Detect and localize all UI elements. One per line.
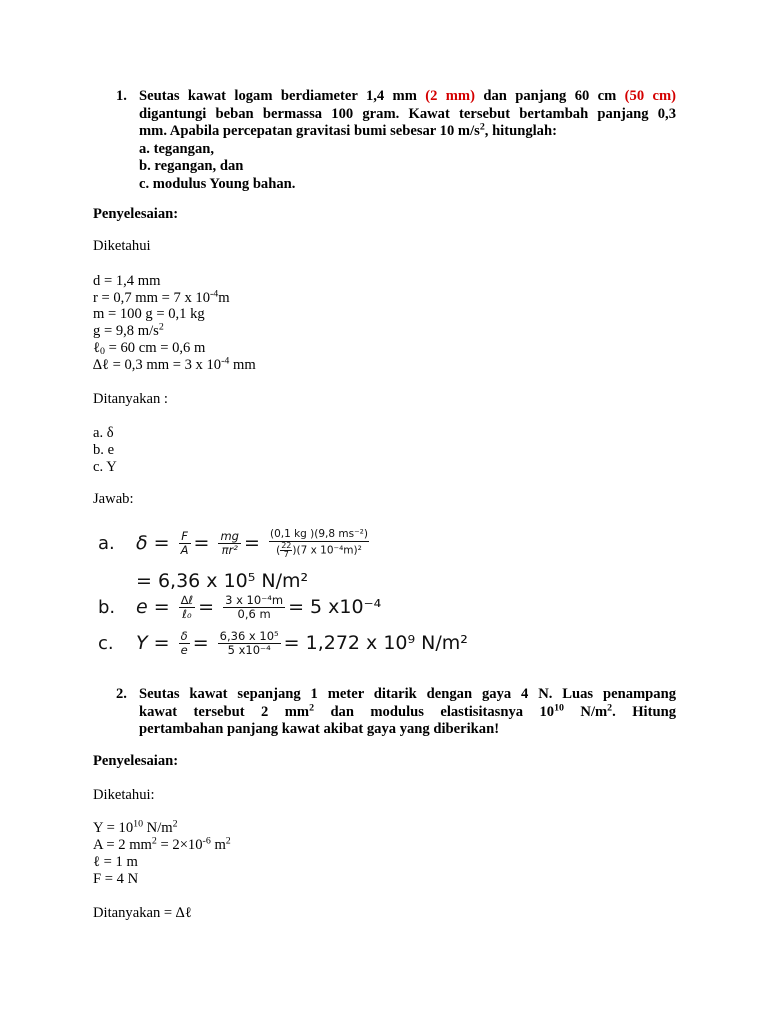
equation-b: b. e = $\frac{\text{∆ℓ}}{\text{ℓ₀}}$ = $\frac{\text{3 x 10⁻⁴m}}{0,6 m}$ = 5 x10⁻⁴ [98, 593, 382, 621]
question-number: 1. [116, 88, 127, 104]
known-l: ℓ = 1 m [93, 854, 138, 870]
fraction: $\frac{\text{∆ℓ}}{\text{ℓ₀}}$ [180, 593, 194, 621]
known-m: m = 100 g = 0,1 kg [93, 306, 205, 322]
solution-heading: Penyelesaian: [93, 206, 179, 222]
asked-item: c. Y [93, 459, 117, 475]
fraction: $\frac{22}{7}$ [281, 541, 292, 559]
known-d: d = 1,4 mm [93, 273, 161, 289]
asked-item: b. e [93, 442, 115, 458]
known-l0: ℓ$_0$ = 60 cm = 0,6 m [93, 340, 206, 357]
known-dl: ∆ℓ = 0,3 mm = 3 x $10^{-4}$ mm [93, 355, 256, 373]
question-line: kawat tersebut 2 $mm^2$ dan modulus elastisitasnya $10^{10}$ $N/m^2$. Hitung [139, 702, 676, 720]
fraction: $\frac{\delta}{e}$ [180, 629, 188, 657]
known-label: Diketahui [93, 238, 151, 254]
fraction: $\frac{mg}{\text{πr²}}$ [220, 529, 239, 557]
question-line: Seutas kawat sepanjang 1 meter ditarik dengan gaya 4 N. Luas penampang [139, 686, 676, 702]
question-line: digantungi beban bermassa 100 gram. Kawat tersebut bertambah panjang 0,3 [139, 105, 676, 122]
known-f: F = 4 N [93, 871, 139, 887]
question-item: c. modulus Young bahan. [139, 175, 296, 192]
correction-note: (50 cm) [624, 88, 676, 104]
known-r: r = 0,7 mm = 7 x $10^{-4}m$ [93, 288, 230, 306]
question-item: a. tegangan, [139, 140, 214, 157]
known-y: $Y = 10^{10}$ $N/m^2$ [93, 818, 178, 836]
equation-a: a. δ = $\frac{F}{A}$ = $\frac{mg}{\text{πr²}}$ = (0,1 kg )(9,8 ms⁻²) ( $\frac{22}{7}$ )(7 x 10⁻⁴m)² [98, 528, 368, 559]
fraction: (0,1 kg )(9,8 ms⁻²) ( $\frac{22}{7}$ )(7 x 10⁻⁴m)² [269, 528, 368, 559]
fraction: $\frac{\text{6,36 x 10⁵}}{\text{5 x10⁻⁴}}$ [219, 629, 279, 657]
question-2 [116, 686, 676, 739]
question-number: 2. [116, 686, 127, 702]
worked-solution-image [98, 522, 468, 668]
equation-c: c. Y = $\frac{\delta}{e}$ = $\frac{\text{6,36 x 10⁵}}{\text{5 x10⁻⁴}}$ = 1,272 x 10⁹ N/m² [98, 629, 468, 657]
asked-item: a. δ [93, 425, 114, 441]
correction-note: (2 mm) [425, 88, 475, 104]
fraction: $\frac{\text{3 x 10⁻⁴m}}{0,6 m}$ [225, 593, 284, 621]
known-g: g = 9,8 $m/s^2$ [93, 321, 164, 339]
solution-heading: Penyelesaian: [93, 753, 179, 769]
asked-label: Ditanyakan = ∆ℓ [93, 905, 192, 921]
question-line: pertambahan panjang kawat akibat gaya yang diberikan! [139, 721, 500, 738]
question-line: Seutas kawat logam berdiameter 1,4 mm (2 mm) dan panjang 60 cm (50 cm) [139, 88, 676, 104]
equation-a-result: = 6,36 x 10⁵ N/m² [136, 570, 309, 592]
question-item: b. regangan, dan [139, 158, 244, 175]
known-a: A = 2 $mm^2 = 2\times 10^{-6}$ $m^2$ [93, 835, 231, 853]
asked-label: Ditanyakan : [93, 391, 168, 407]
answer-label: Jawab: [93, 491, 134, 507]
question-1 [116, 88, 676, 194]
question-line: mm. Apabila percepatan gravitasi bumi sebesar 10 $m/s^2$, hitunglah: [139, 121, 557, 140]
fraction: $\frac{F}{A}$ [180, 529, 189, 557]
known-label: Diketahui: [93, 787, 155, 803]
